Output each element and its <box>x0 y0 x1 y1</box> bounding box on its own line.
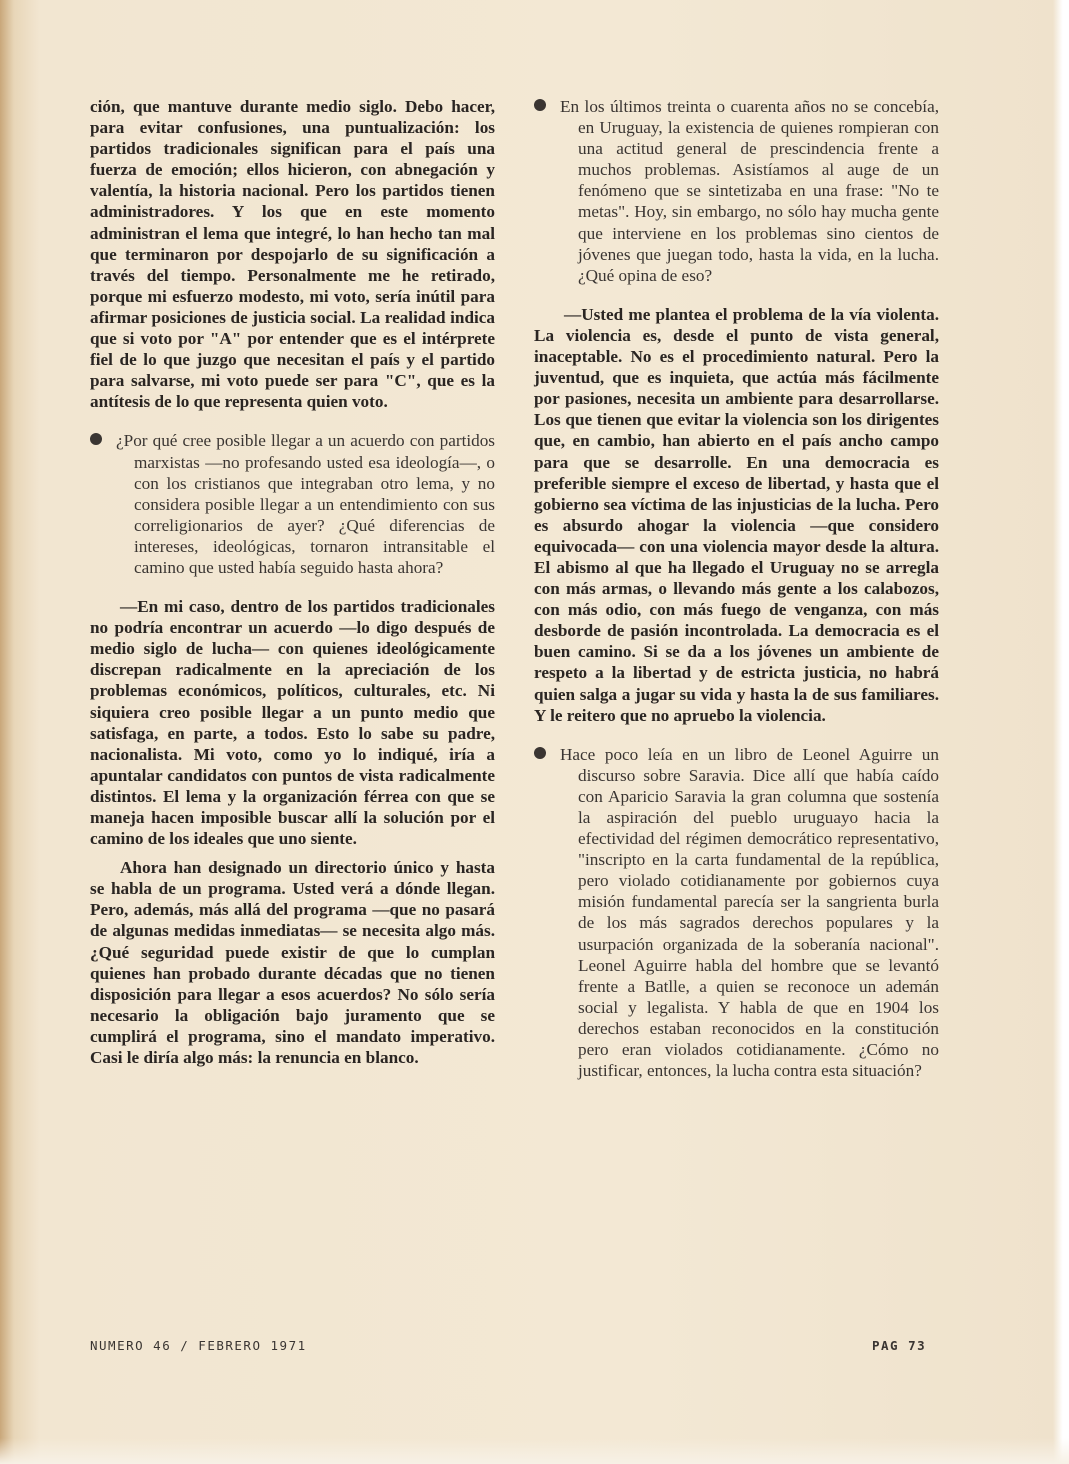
question-bullet-icon <box>90 433 102 445</box>
left-column <box>90 96 495 1068</box>
question-paragraph <box>90 430 495 578</box>
page-bottom-edge <box>0 1438 1069 1464</box>
answer-paragraph-continued: ción, que mantuve durante medio siglo. Debo hacer, para evitar confusiones, una puntualización: los partidos tradicionales significan para el país una fuerza de emoción; ellos hicieron, con abnegación y valentía, la historia nacional. Pero los partidos tienen administradores. Y los que en este momento administran el lema que integré, lo han hecho tan mal que terminaron por despojarlo de su significación a través del tiempo. Personalmente me he retirado, porque mi esfuerzo modesto, mi voto, sería inútil para afirmar posiciones de justicia social. La realidad indica que si voto por "A" por entender que es el intérprete fiel de lo que juzgo que necesitan el país y el partido para salvarse, mi voto puede ser para "C", que es la antítesis de lo que representa quien voto. <box>90 97 495 412</box>
question-text: ¿Por qué cree posible llegar a un acuerdo con partidos marxistas —no profesando usted esa ideología—, o con los cristianos que integraban otro lema, y no considera posible llegar a un entendimiento con sus correligionarios de ayer? ¿Qué diferencias de intereses, ideológicas, tornaron intransitable el camino que usted había seguido hasta ahora? <box>116 431 495 577</box>
right-column <box>534 96 939 1081</box>
answer-paragraph: —En mi caso, dentro de los partidos tradicionales no podría encontrar un acuerdo —lo digo después de medio siglo de lucha— con quienes ideológicamente discrepan radicalmente en la apreciación de los problemas económicos, políticos, culturales, etc. Ni siquiera creo posible llegar a un punto medio que satisfaga, en parte, a todos. Esto lo sabe su padre, nacionalista. Mi voto, como yo lo indiqué, iría a apuntalar candidatos con puntos de vista radicalmente distintos. El lema y la organización férrea con que se maneja hacen imposible buscar allí la solución por el camino de los ideales que uno siente. <box>90 597 495 849</box>
page-edge <box>1053 0 1069 1464</box>
footer-page-number: PAG 73 <box>872 1338 927 1353</box>
question-bullet-icon <box>534 99 546 111</box>
question-bullet-icon <box>534 747 546 759</box>
question-text: En los últimos treinta o cuarenta años no se concebía, en Uruguay, la existencia de quienes rompieran con una actitud general de prescindencia frente a muchos problemas. Asistíamos al auge de un fenómeno que se sintetizaba en una frase: "No te metas". Hoy, sin embargo, no sólo hay mucha gente que interviene en los problemas sino cientos de jóvenes que juegan todo, hasta la vida, en la lucha. ¿Qué opina de eso? <box>560 97 939 285</box>
answer-paragraph: —Usted me plantea el problema de la vía violenta. La violencia es, desde el punto de vista general, inaceptable. No es el procedimiento natural. Pero la juventud, que es inquieta, que actúa más fácilmente por pasiones, necesita un ambiente para desarrollarse. Los que tienen que evitar la violencia son los dirigentes que, en cambio, han abierto en el país ancho campo para que se desarrolle. En una democracia es preferible siempre el exceso de libertad, y hasta que el gobierno sea víctima de las injusticias de la lucha. Pero es absurdo ahogar la violencia —que considero equivocada— con una violencia mayor desde la altura. El abismo al que ha llegado el Uruguay no se arregla con más armas, o llevando más gente a los calabozos, con más odio, con más fuego de venganza, con más desborde de pasión incontrolada. La democracia es el buen camino. Si se da a los jóvenes un ambiente de respeto a la libertad y de estricta justicia, no habrá quien salga a jugar su vida y hasta la de sus familiares. Y le reitero que no apruebo la violencia. <box>534 304 939 725</box>
question-text: Hace poco leía en un libro de Leonel Aguirre un discurso sobre Saravia. Dice allí que había caído con Aparicio Saravia la gran columna que sostenía la aspiración del pueblo uruguayo hacia la efectividad del régimen democrático representativo, "inscripto en la carta fundamental de la república, pero violado cotidianamente por gobiernos cuya misión fundamental parecía ser la sangrienta burla de los más sagrados derechos populares y la usurpación organizada de la soberanía nacional". Leonel Aguirre habla del hombre que se levantó frente a Batlle, a quien se reconoce un ademán social y legalista. Y habla de que en 1904 los derechos estaban reconocidos en la constitución pero eran violados cotidianamente. ¿Cómo no justificar, entonces, la lucha contra esta situación? <box>560 744 939 1081</box>
answer-paragraph: Ahora han designado un directorio único y hasta se habla de un programa. Usted verá a dónde llegan. Pero, además, más allá del programa —que no pasará de algunas medidas inmediatas— se necesita algo más. ¿Qué seguridad puede existir de que lo cumplan quienes han probado durante décadas que no tienen disposición para llegar a esos acuerdos? No sólo sería necesario la obligación bajo juramento que se cumplirá el programa, sino el mandato imperativo. Casi le diría algo más: la renuncia en blanco. <box>90 858 495 1068</box>
question-paragraph <box>534 96 939 286</box>
question-paragraph <box>534 744 939 1082</box>
footer-issue: NUMERO 46 / FEBRERO 1971 <box>90 1338 307 1353</box>
